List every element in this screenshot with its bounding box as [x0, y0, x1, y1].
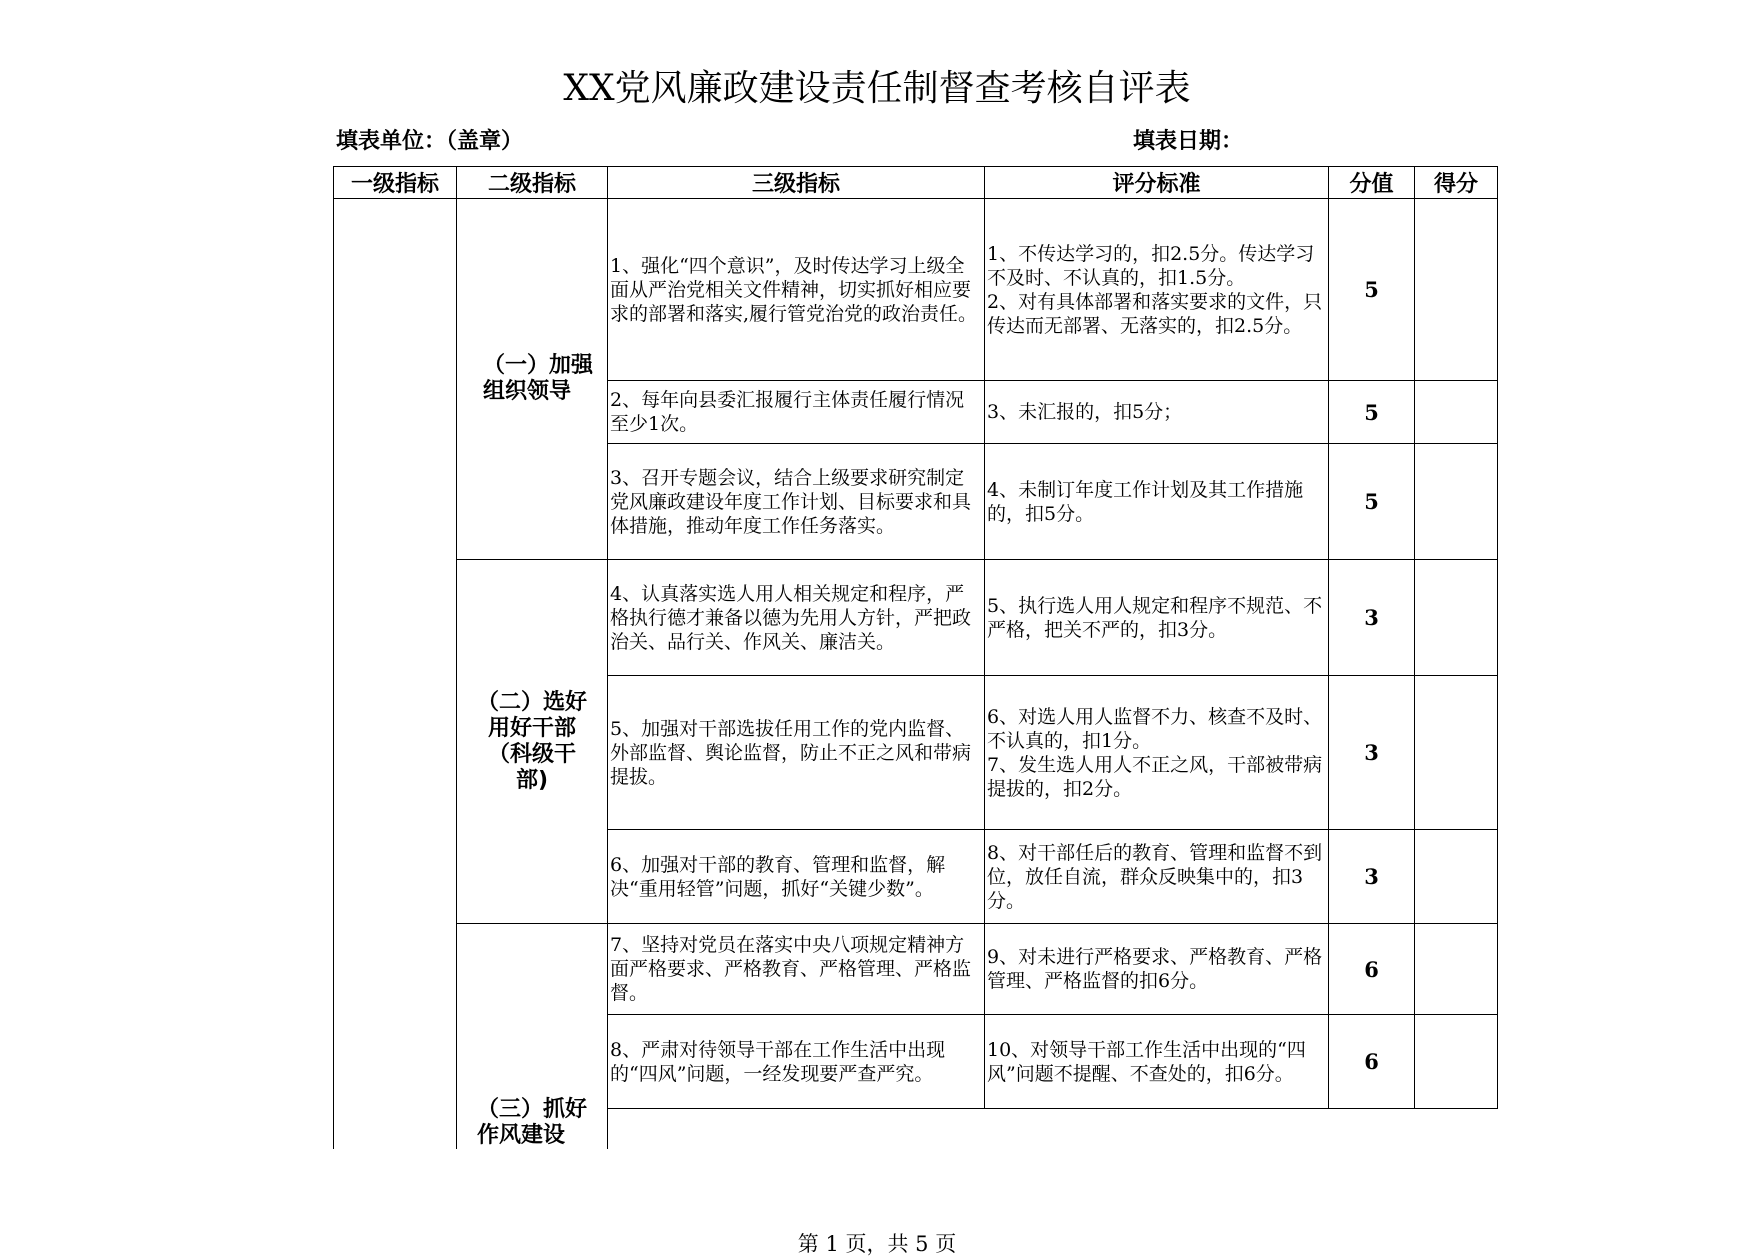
- score-cell[interactable]: [1415, 676, 1498, 830]
- score-cell[interactable]: [1415, 199, 1498, 381]
- level1-cell: [334, 199, 457, 1149]
- criteria-cell: 5、执行选人用人规定和程序不规范、不严格，把关不严的，扣3分。: [985, 560, 1329, 676]
- header-level3: 三级指标: [608, 167, 985, 199]
- score-cell[interactable]: [1415, 924, 1498, 1015]
- value-cell: 6: [1329, 924, 1415, 1015]
- group-label: （二）选好用好干部（科级干部): [476, 689, 587, 793]
- group-cell: [457, 924, 608, 1149]
- indicator-cell-empty: [608, 1109, 985, 1149]
- value-cell: 5: [1329, 444, 1415, 560]
- evaluation-sheet: [333, 166, 1497, 1148]
- value-cell: 3: [1329, 676, 1415, 830]
- table-row: [334, 560, 1498, 676]
- criteria-cell: 6、对选人用人监督不力、核查不及时、不认真的，扣1分。 7、发生选人用人不正之风，干部被带病提拔的，扣2分。: [985, 676, 1329, 830]
- score-cell[interactable]: [1415, 1015, 1498, 1109]
- header-level1: 一级指标: [334, 167, 457, 199]
- value-cell: 6: [1329, 1015, 1415, 1109]
- indicator-cell: 2、每年向县委汇报履行主体责任履行情况至少1次。: [608, 381, 985, 444]
- criteria-cell-empty: [985, 1109, 1329, 1149]
- score-cell[interactable]: [1415, 381, 1498, 444]
- value-cell: 3: [1329, 560, 1415, 676]
- value-cell-empty: [1329, 1109, 1415, 1149]
- header-criteria: 评分标准: [985, 167, 1329, 199]
- indicator-cell: 3、召开专题会议，结合上级要求研究制定党风廉政建设年度工作计划、目标要求和具体措施，推动年度工作任务落实。: [608, 444, 985, 560]
- indicator-cell: 6、加强对干部的教育、管理和监督，解决“重用轻管”问题，抓好“关键少数”。: [608, 830, 985, 924]
- score-cell[interactable]: [1415, 560, 1498, 676]
- group-cell: [457, 560, 608, 924]
- evaluation-table: [333, 166, 1498, 1149]
- value-cell: 5: [1329, 199, 1415, 381]
- score-cell[interactable]: [1415, 444, 1498, 560]
- score-cell-empty: [1415, 1109, 1498, 1149]
- indicator-cell: 8、严肃对待领导干部在工作生活中出现的“四风”问题，一经发现要严查严究。: [608, 1015, 985, 1109]
- header-row: [334, 167, 1498, 199]
- criteria-cell: 3、未汇报的，扣5分；: [985, 381, 1329, 444]
- header-score: 得分: [1415, 167, 1498, 199]
- criteria-cell: 10、对领导干部工作生活中出现的“四风”问题不提醒、不查处的，扣6分。: [985, 1015, 1329, 1109]
- value-cell: 5: [1329, 381, 1415, 444]
- score-cell[interactable]: [1415, 830, 1498, 924]
- page-footer: 第 1 页，共 5 页: [797, 1232, 957, 1256]
- criteria-cell: 9、对未进行严格要求、严格教育、严格管理、严格监督的扣6分。: [985, 924, 1329, 1015]
- value-cell: 3: [1329, 830, 1415, 924]
- group-label: （一）加强组织领导: [483, 353, 594, 404]
- table-row: [334, 924, 1498, 1015]
- group-label: （三）抓好作风建设: [477, 1096, 588, 1148]
- criteria-cell: 4、未制订年度工作计划及其工作措施的，扣5分。: [985, 444, 1329, 560]
- header-value: 分值: [1329, 167, 1415, 199]
- criteria-cell: 8、对干部任后的教育、管理和监督不到位，放任自流，群众反映集中的，扣3分。: [985, 830, 1329, 924]
- page-title: XX党风廉政建设责任制督查考核自评表: [563, 68, 1191, 109]
- indicator-cell: 7、坚持对党员在落实中央八项规定精神方面严格要求、严格教育、严格管理、严格监督。: [608, 924, 985, 1015]
- criteria-cell: 1、不传达学习的，扣2.5分。传达学习不及时、不认真的，扣1.5分。 2、对有具体部署和落实要求的文件，只传达而无部署、无落实的，扣2.5分。: [985, 199, 1329, 381]
- indicator-cell: 5、加强对干部选拔任用工作的党内监督、外部监督、舆论监督，防止不正之风和带病提拔。: [608, 676, 985, 830]
- fill-unit-label: 填表单位：（盖章）: [336, 129, 524, 154]
- indicator-cell: 4、认真落实选人用人相关规定和程序，严格执行德才兼备以德为先用人方针，严把政治关、品行关、作风关、廉洁关。: [608, 560, 985, 676]
- header-level2: 二级指标: [457, 167, 608, 199]
- table-row: [334, 199, 1498, 381]
- group-cell: [457, 199, 608, 560]
- fill-date-label: 填表日期：: [1133, 129, 1244, 154]
- indicator-cell: 1、强化“四个意识”，及时传达学习上级全面从严治党相关文件精神，切实抓好相应要求的部署和落实,履行管党治党的政治责任。: [608, 199, 985, 381]
